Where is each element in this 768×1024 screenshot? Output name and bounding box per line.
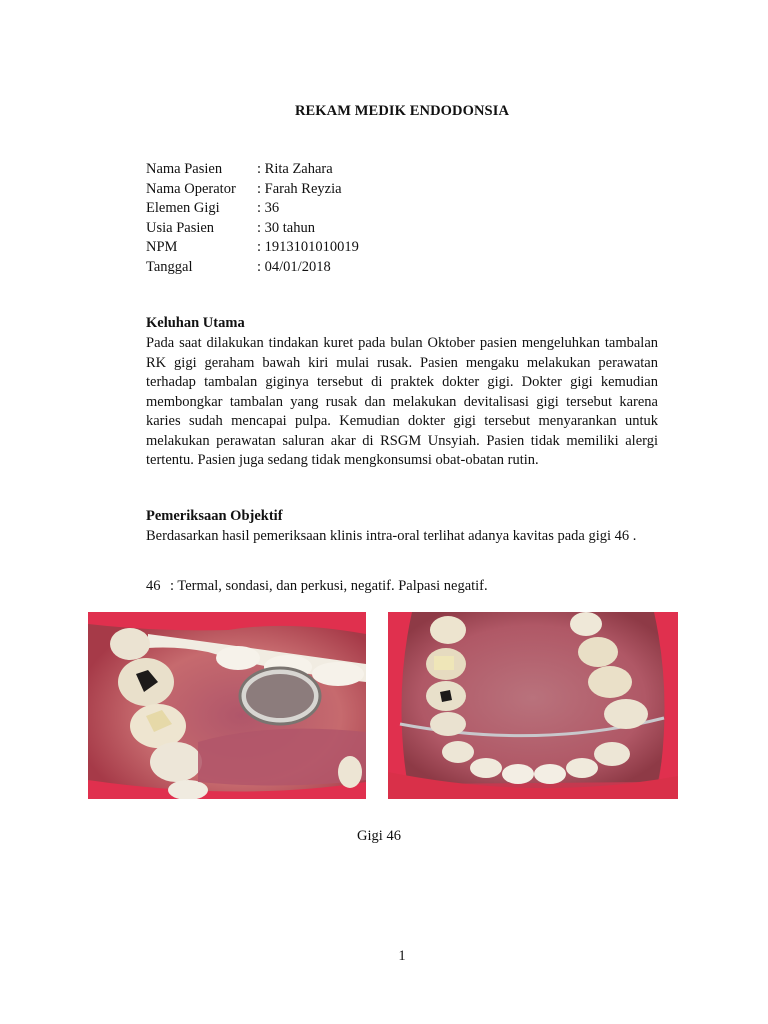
info-value: : 04/01/2018 xyxy=(257,258,331,275)
info-row xyxy=(146,238,359,258)
info-row xyxy=(146,219,359,239)
tooth-number: 46 xyxy=(146,578,161,594)
objektif-text: Berdasarkan hasil pemeriksaan klinis intra-oral terlihat adanya kavitas pada gigi 46 . xyxy=(146,528,637,544)
info-value: : Farah Reyzia xyxy=(257,180,342,197)
info-label: Nama Operator xyxy=(146,180,236,197)
keluhan-heading: Keluhan Utama xyxy=(146,315,245,331)
info-label: Tanggal xyxy=(146,258,193,275)
page-number: 1 xyxy=(398,948,406,964)
info-value: : 36 xyxy=(257,200,280,216)
info-label: Usia Pasien xyxy=(146,219,215,236)
info-row xyxy=(146,199,359,219)
info-label: Elemen Gigi xyxy=(146,200,220,216)
tooth-findings-line xyxy=(146,578,488,595)
info-label: NPM xyxy=(146,239,178,255)
patient-info xyxy=(146,160,359,277)
info-row xyxy=(146,258,359,278)
info-label: Nama Pasien xyxy=(146,161,223,177)
intraoral-photo-icon xyxy=(88,612,366,799)
info-row xyxy=(146,160,359,180)
info-row xyxy=(146,180,359,200)
keluhan-text: Pada saat dilakukan tindakan kuret pada bulan Oktober pasien mengeluhkan tambalan RK gigi geraham bawah kiri mulai rusak. Pasien mengaku melakukan perawatan terhadap tambalan giginya tersebut di praktek dokter gigi. Dokter gigi kemudian membongkar tambalan yang rusak dan melakukan devitalisasi gigi tersebut karena karies sudah mencapai pulpa. Kemudian dokter gigi tersebut menyarankan untuk melakukan perawatan saluran akar di RSGM Unsyiah. Pasien tidak memiliki alergi tertentu. Pasien juga sedang tidak mengkonsumsi obat-obatan rutin. xyxy=(146,335,658,468)
objektif-heading: Pemeriksaan Objektif xyxy=(146,508,283,524)
info-value: : 1913101010019 xyxy=(257,239,359,255)
info-value: : Rita Zahara xyxy=(257,161,333,177)
tooth-findings: : Termal, sondasi, dan perkusi, negatif. Palpasi negatif. xyxy=(170,578,488,594)
info-value: : 30 tahun xyxy=(257,219,315,236)
figure-caption: Gigi 46 xyxy=(357,828,401,844)
document-title: REKAM MEDIK ENDODONSIA xyxy=(294,103,510,119)
occlusal-photo-icon xyxy=(388,612,678,799)
